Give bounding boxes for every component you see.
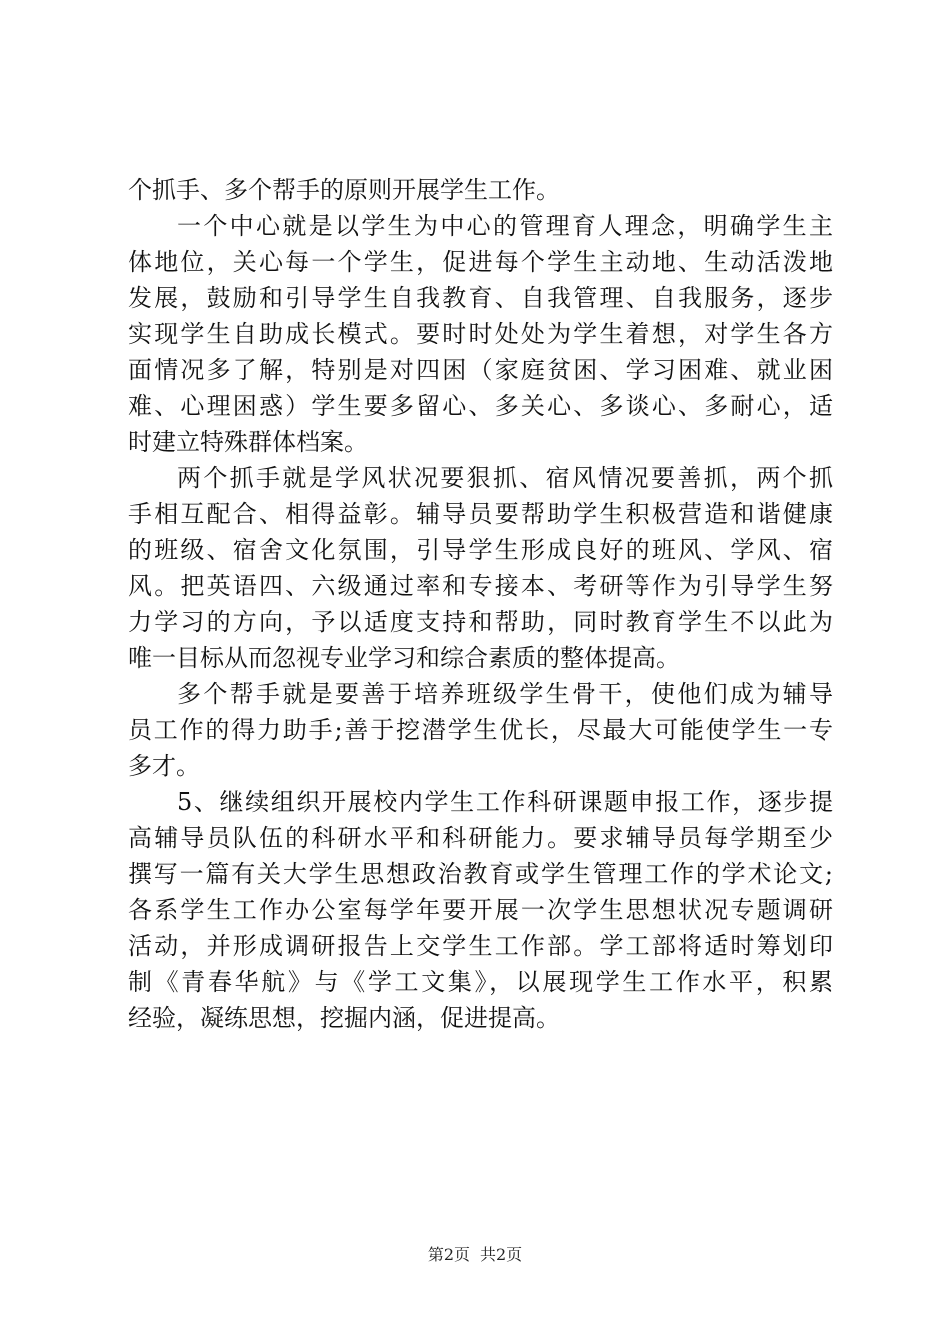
body-line: 手相互配合、相得益彰。辅导员要帮助学生积极营造和谐健康 bbox=[128, 500, 833, 528]
body-line: 风。把英语四、六级通过率和专接本、考研等作为引导学生努 bbox=[128, 572, 833, 600]
page-number: 第2页 bbox=[427, 1245, 470, 1264]
body-line: 撰写一篇有关大学生思想政治教育或学生管理工作的学术论文; bbox=[128, 860, 833, 888]
body-line: 时建立特殊群体档案。 bbox=[128, 428, 368, 456]
body-line: 员工作的得力助手;善于挖潜学生优长，尽最大可能使学生一专 bbox=[128, 716, 833, 744]
body-line: 发展，鼓励和引导学生自我教育、自我管理、自我服务，逐步 bbox=[128, 284, 833, 312]
page-total: 共2页 bbox=[480, 1245, 523, 1264]
body-line: 难、心理困惑）学生要多留心、多关心、多谈心、多耐心，适 bbox=[128, 392, 833, 420]
body-line: 一个中心就是以学生为中心的管理育人理念，明确学生主 bbox=[177, 212, 833, 240]
body-line: 的班级、宿舍文化氛围，引导学生形成良好的班风、学风、宿 bbox=[128, 536, 833, 564]
body-line: 力学习的方向，予以适度支持和帮助，同时教育学生不以此为 bbox=[128, 608, 833, 636]
page-footer bbox=[0, 1244, 950, 1266]
body-line: 唯一目标从而忽视专业学习和综合素质的整体提高。 bbox=[128, 644, 680, 672]
body-line: 5、继续组织开展校内学生工作科研课题申报工作，逐步提 bbox=[177, 788, 833, 816]
body-line: 体地位，关心每一个学生，促进每个学生主动地、生动活泼地 bbox=[128, 248, 833, 276]
body-line: 高辅导员队伍的科研水平和科研能力。要求辅导员每学期至少 bbox=[128, 824, 833, 852]
body-line: 多个帮手就是要善于培养班级学生骨干，使他们成为辅导 bbox=[177, 680, 833, 708]
body-line: 各系学生工作办公室每学年要开展一次学生思想状况专题调研 bbox=[128, 896, 833, 924]
body-line: 实现学生自助成长模式。要时时处处为学生着想，对学生各方 bbox=[128, 320, 833, 348]
body-line: 个抓手、多个帮手的原则开展学生工作。 bbox=[128, 176, 560, 204]
body-line: 制《青春华航》与《学工文集》，以展现学生工作水平，积累 bbox=[128, 968, 833, 996]
body-line: 面情况多了解，特别是对四困（家庭贫困、学习困难、就业困 bbox=[128, 356, 833, 384]
body-line: 多才。 bbox=[128, 752, 200, 780]
body-line: 经验，凝练思想，挖掘内涵，促进提高。 bbox=[128, 1004, 560, 1032]
body-line: 两个抓手就是学风状况要狠抓、宿风情况要善抓，两个抓 bbox=[177, 464, 833, 492]
body-line: 活动，并形成调研报告上交学生工作部。学工部将适时筹划印 bbox=[128, 932, 833, 960]
